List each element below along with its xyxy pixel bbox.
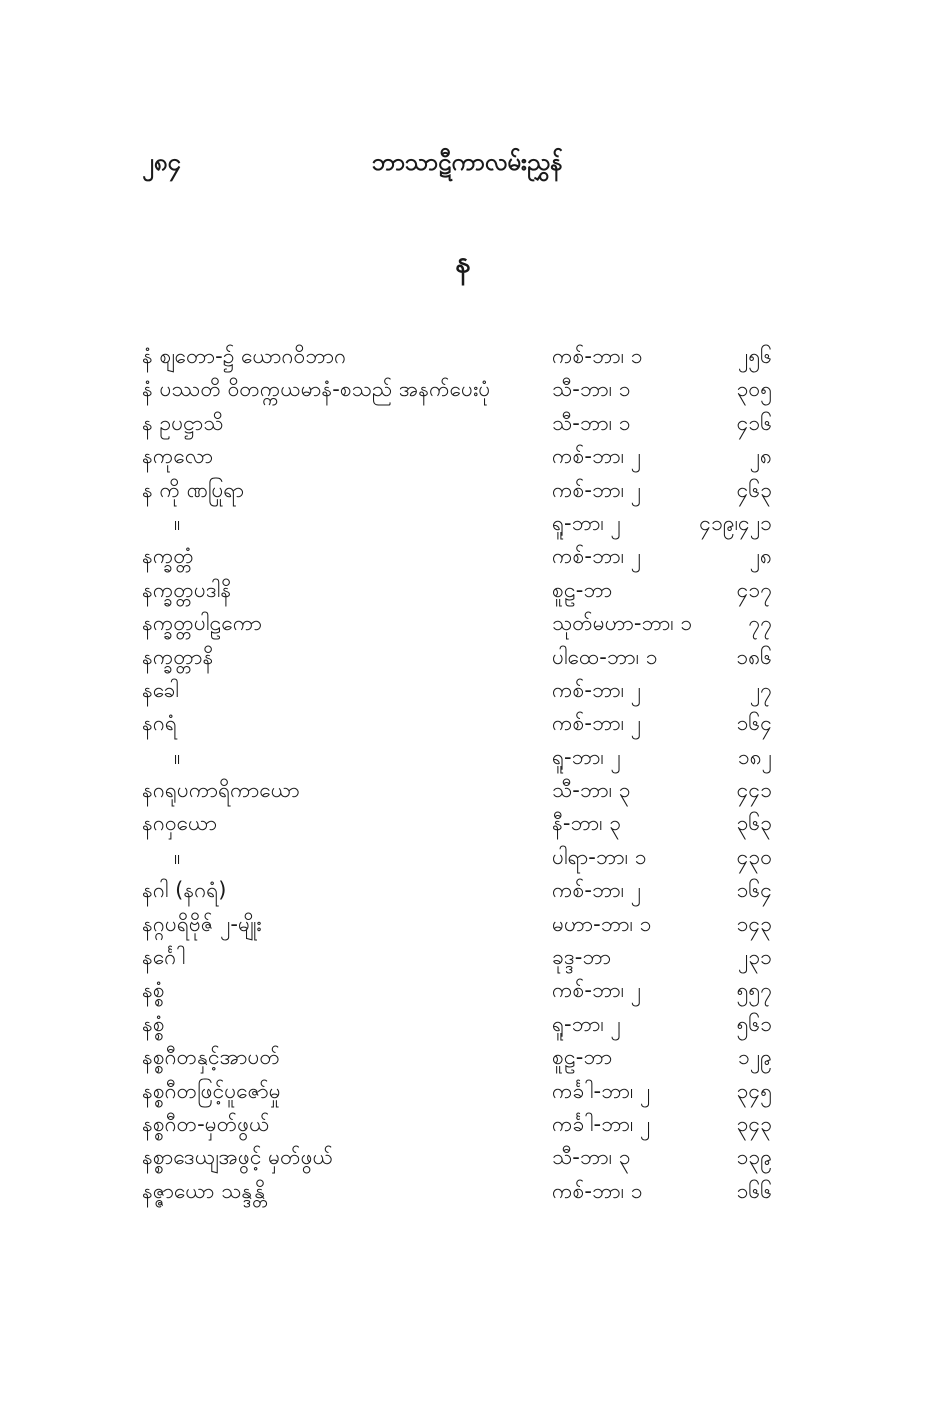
index-entry [142, 440, 782, 473]
index-entry [142, 507, 782, 540]
index-entry-term: နဂါ (နဂရံ) [142, 878, 227, 903]
index-entry-term: နစ္စဂီတဖြင့်ပူဇော်မှု [142, 1078, 281, 1103]
index-entry-term: နဂဝှယော [142, 811, 218, 836]
index-entry [142, 540, 782, 573]
index-entry-pages: ၅၆၁ [736, 1011, 772, 1036]
index-entry-source: ကစ်-ဘာ၊ ၂ [552, 878, 642, 903]
index-entry-term: နံ စျတော-၌ ယောဂဝိဘာဂ [142, 344, 347, 368]
index-entry [142, 874, 782, 907]
index-entry-source: သီ-ဘာ၊ ၃ [552, 1145, 631, 1170]
index-entry [142, 774, 782, 807]
index-entry-pages: ၂၇ [749, 677, 772, 702]
index-entry-pages: ၄၁၉၊၄၂၁ [699, 510, 772, 535]
index-entry-source: ပါထေ-ဘာ၊ ၁ [552, 644, 658, 669]
index-entry-term: နစ္စဂီတ-မှတ်ဖွယ် [142, 1111, 270, 1136]
index-entry-pages: ၂၈ [749, 544, 772, 569]
index-entry-pages: ၃၄၅ [736, 1078, 772, 1103]
index-entry-source: နီ-ဘာ၊ ၃ [552, 811, 622, 836]
index-entry-term: နစ္စဂီတနှင့်အာပတ် [142, 1045, 280, 1070]
index-entry-term: နစ္စံ [142, 1011, 165, 1036]
index-entry-pages: ၁၂၉ [738, 1045, 772, 1070]
index-entry [142, 707, 782, 740]
index-entry-source: ကစ်-ဘာ၊ ၂ [552, 544, 642, 569]
page-number: ၂၈၄ [142, 148, 181, 176]
index-entry [142, 841, 782, 874]
index-entry-term: နဂရုပကာရိကာယော [142, 778, 300, 803]
index-entry-pages: ၁၄၃ [736, 911, 772, 936]
index-entry [142, 908, 782, 941]
index-entry-ditto-mark: ။ [174, 510, 181, 535]
index-entry [142, 1075, 782, 1108]
index-entry-source: ကင်္ခါ-ဘာ၊ ၂ [552, 1078, 651, 1103]
index-entry-term: နဇ္ဇာယော သန္ဒန္တိ [142, 1178, 266, 1203]
index-entry-pages: ၂၈ [749, 444, 772, 469]
section-letter-heading: န [455, 245, 471, 280]
index-entry-pages: ၁၈၆ [736, 644, 772, 669]
running-title: ဘာသာဋီကာလမ်းညွှန် [372, 148, 563, 176]
index-entry-pages: ၄၄၁ [736, 778, 772, 803]
index-entry [142, 674, 782, 707]
index-entry-source: သီ-ဘာ၊ ၁ [552, 377, 631, 402]
index-entry-pages: ၄၃၀ [736, 844, 772, 869]
index-entry [142, 1041, 782, 1074]
index-entry-term: နခေါ [142, 677, 179, 702]
index-entry-source: ရူ-ဘာ၊ ၂ [552, 744, 621, 769]
index-entry-term: နဂ္ဂပရိဗိုဇ် ၂-မျိုး [142, 911, 262, 936]
index-entry-term: နက္ခတ္တံ [142, 544, 194, 569]
index-entry-term: နက္ခတ္တာနိ [142, 644, 214, 669]
index-entry-source: ကစ်-ဘာ၊ ၂ [552, 477, 642, 502]
index-entry-ditto-mark: ။ [174, 844, 181, 869]
index-entry-pages: ၂၅၆ [738, 344, 772, 368]
index-entry-source: ကစ်-ဘာ၊ ၂ [552, 978, 642, 1003]
index-entry-pages: ၄၁၇ [736, 577, 772, 602]
index-entry-term: နကုလော [142, 444, 214, 469]
index-entry-pages: ၄၁၆ [736, 410, 772, 435]
index-entry-term: န ကို ဏပြုရာ [142, 477, 245, 502]
index-entry-term: နဂရံ [142, 711, 177, 736]
index-entry-term: နင်္ဂေါ [142, 945, 186, 970]
index-entry-pages: ၃၆၃ [736, 811, 772, 836]
index-entry-pages: ၃၀၅ [736, 377, 772, 402]
index-entry [142, 1141, 782, 1174]
index-entry-ditto-mark: ။ [174, 744, 181, 769]
index-entry [142, 407, 782, 440]
index-entry-pages: ၂၃၁ [738, 945, 772, 970]
index-entry-term: နက္ခတ္တပဒါနိ [142, 577, 232, 602]
index-entry-source: ကစ်-ဘာ၊ ၁ [552, 1178, 643, 1203]
index-entry [142, 1008, 782, 1041]
index-entry-source: ရူ-ဘာ၊ ၂ [552, 1011, 621, 1036]
index-entry-source: ခုဒ္ဒ-ဘာ [552, 945, 612, 970]
index-entry-term: နံ ပဿတိ ဝိတက္ကယမာနံ-စသည် အနက်ပေးပုံ [142, 377, 491, 402]
index-entry [142, 974, 782, 1007]
index-entry [142, 340, 782, 373]
index-entry [142, 574, 782, 607]
index-table [142, 340, 782, 1208]
index-entry-source: မဟာ-ဘာ၊ ၁ [552, 911, 652, 936]
index-entry-term: နစ္စံ [142, 978, 165, 1003]
index-entry-term: နက္ခတ္တပါဠကော [142, 611, 263, 636]
index-entry [142, 607, 782, 640]
index-entry-source: ကစ်-ဘာ၊ ၂ [552, 711, 642, 736]
index-entry [142, 807, 782, 840]
index-entry-pages: ၁၆၄ [736, 878, 772, 903]
index-entry-pages: ၁၆၆ [736, 1178, 772, 1203]
index-entry-source: ကစ်-ဘာ၊ ၂ [552, 444, 642, 469]
index-entry-pages: ၁၆၄ [736, 711, 772, 736]
index-entry-source: စူဠ-ဘာ [552, 577, 613, 602]
index-entry-source: ကစ်-ဘာ၊ ၁ [552, 344, 643, 368]
index-entry-source: သီ-ဘာ၊ ၁ [552, 410, 631, 435]
index-entry-source: သီ-ဘာ၊ ၃ [552, 778, 631, 803]
index-entry-pages: ၃၄၃ [736, 1111, 772, 1136]
index-entry-pages: ၅၅၇ [736, 978, 772, 1003]
index-entry [142, 1175, 782, 1208]
index-entry [142, 741, 782, 774]
index-entry [142, 941, 782, 974]
index-entry-pages: ၇၇ [748, 611, 772, 636]
index-entry-source: ရူ-ဘာ၊ ၂ [552, 510, 621, 535]
index-entry [142, 1108, 782, 1141]
index-entry-source: ကင်္ခါ-ဘာ၊ ၂ [552, 1111, 651, 1136]
index-entry [142, 641, 782, 674]
index-entry-source: ကစ်-ဘာ၊ ၂ [552, 677, 642, 702]
index-entry-source: ပါရာ-ဘာ၊ ၁ [552, 844, 647, 869]
index-entry-pages: ၁၈၂ [737, 744, 772, 769]
index-entry-pages: ၁၃၉ [736, 1145, 772, 1170]
index-entry-pages: ၄၆၃ [736, 477, 772, 502]
index-entry [142, 474, 782, 507]
index-entry-source: စူဠ-ဘာ [552, 1045, 613, 1070]
index-entry-source: သုတ်မဟာ-ဘာ၊ ၁ [552, 611, 693, 636]
index-entry-term: န ဥပဋ္ဌာသိ [142, 410, 224, 435]
index-entry-term: နစ္စာဒေယျအဖွင့် မှတ်ဖွယ် [142, 1145, 333, 1170]
index-entry [142, 373, 782, 406]
